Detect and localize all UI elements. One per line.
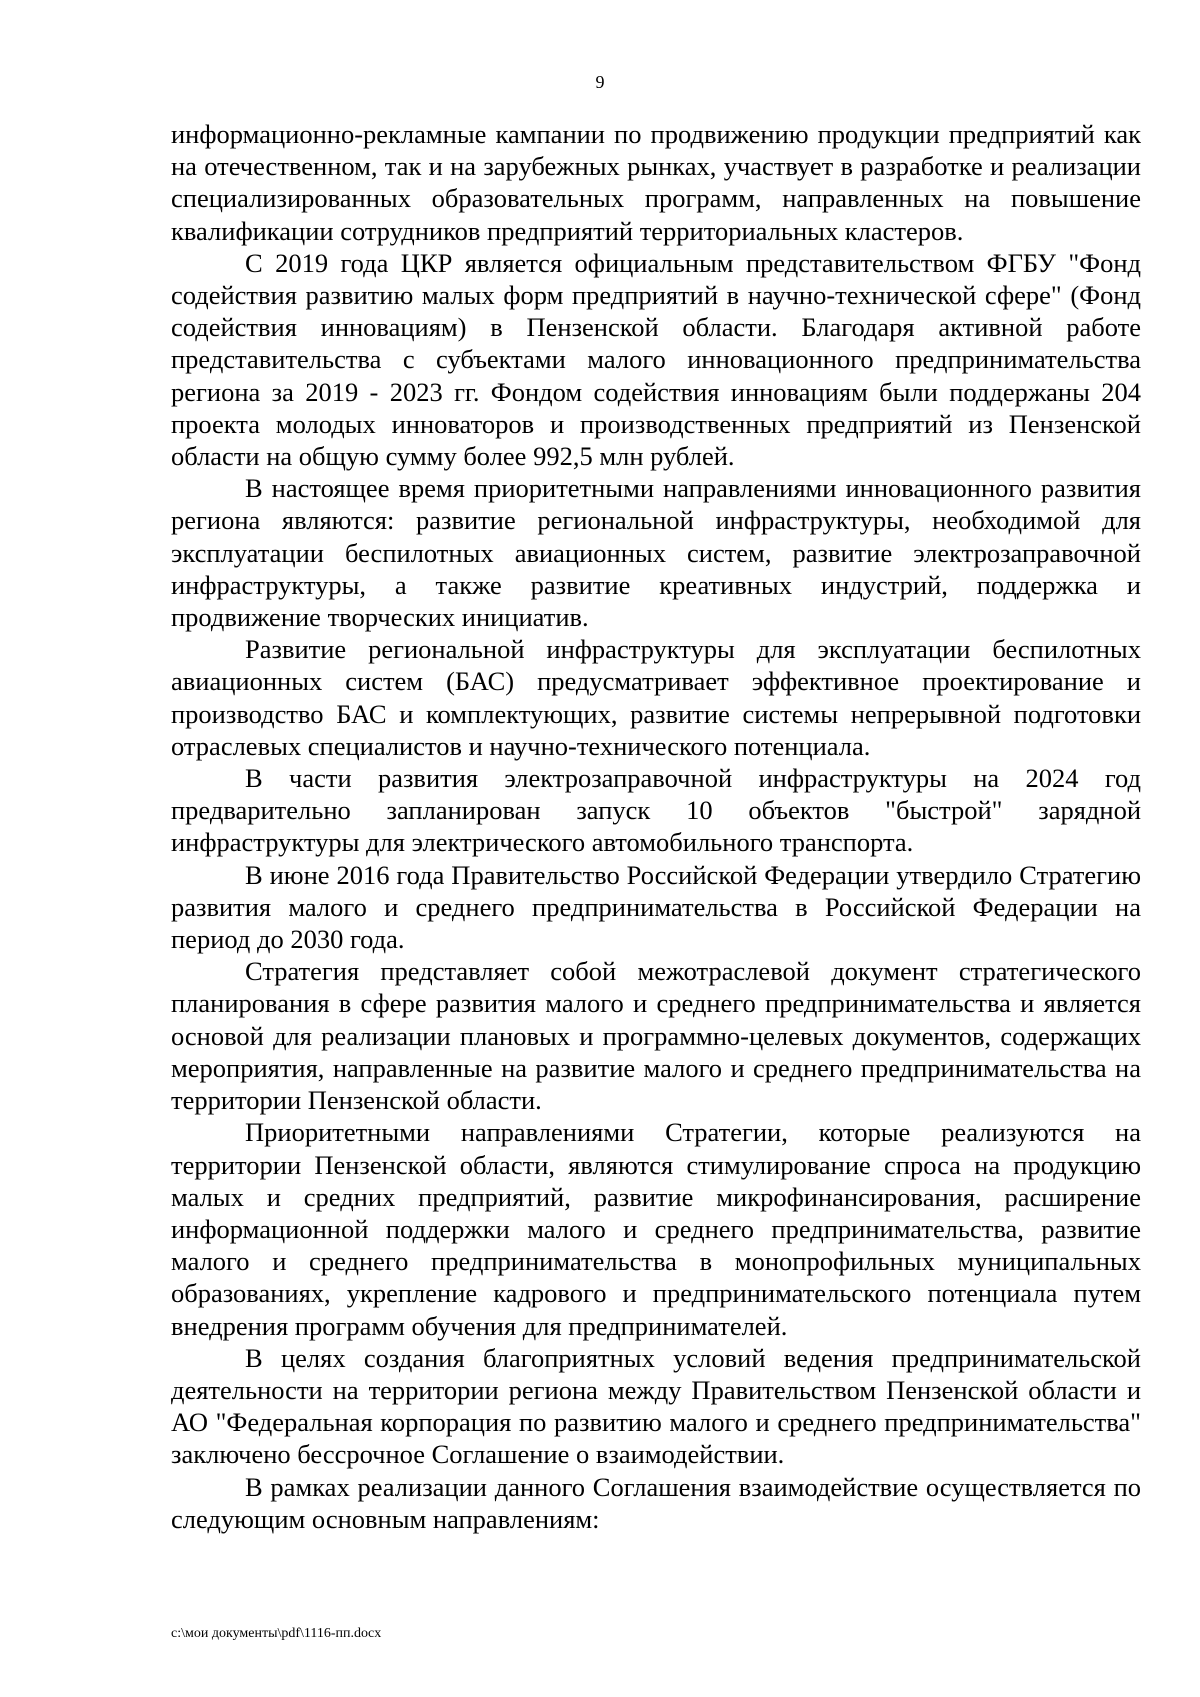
document-body — [171, 118, 1141, 1535]
paragraph-agreement-directions: В рамках реализации данного Соглашения взаимодействие осуществляется по следующим основным направлениям: — [171, 1471, 1141, 1534]
paragraph-ev-charging: В части развития электрозаправочной инфраструктуры на 2024 год предварительно запланирован запуск 10 объектов "быстрой" зарядной инфраструктуры для электрического автомобильного транспорта. — [171, 763, 1141, 858]
page-number: 9 — [595, 72, 605, 92]
paragraph-strategy-description: Стратегия представляет собой межотраслевой документ стратегического планирования в сфере развития малого и среднего предпринимательства и является основой для реализации плановых и программно-целевых документов, содержащих мероприятия, направленные на развитие малого и среднего предпринимательства на территории Пензенской области. — [171, 956, 1141, 1116]
paragraph-innovation-priorities: В настоящее время приоритетными направлениями инновационного развития региона являются: развитие региональной инфраструктуры, необходимой для эксплуатации беспилотных авиационных систем, развитие электрозаправочной инфраструктуры, а также развитие креативных индустрий, поддержка и продвижение творческих инициатив. — [171, 473, 1141, 633]
footer-file-path: c:\мои документы\pdf\1116-пп.docx — [171, 1626, 382, 1641]
paragraph-continuation: информационно-рекламные кампании по продвижению продукции предприятий как на отечественном, так и на зарубежных рынках, участвует в разработке и реализации специализированных образовательных программ, направленных на повышение квалификации сотрудников предприятий территориальных кластеров. — [171, 119, 1141, 246]
paragraph-fund-representation: С 2019 года ЦКР является официальным представительством ФГБУ "Фонд содействия развитию малых форм предприятий в научно-технической сфере" (Фонд содействия инновациям) в Пензенской области. Благодаря активной работе представительства с субъектами малого инновационного предпринимательства региона за 2019 - 2023 гг. Фондом содействия инновациям были поддержаны 204 проекта молодых инноваторов и производственных предприятий из Пензенской области на общую сумму более 992,5 млн рублей. — [171, 247, 1141, 472]
paragraph-uav-infrastructure: Развитие региональной инфраструктуры для эксплуатации беспилотных авиационных систем (БАС) предусматривает эффективное проектирование и производство БАС и комплектующих, развитие системы непрерывной подготовки отраслевых специалистов и научно-технического потенциала. — [171, 634, 1141, 761]
paragraph-strategy-approval: В июне 2016 года Правительство Российской Федерации утвердило Стратегию развития малого и среднего предпринимательства в Российской Федерации на период до 2030 года. — [171, 859, 1141, 955]
paragraph-strategy-priorities: Приоритетными направлениями Стратегии, которые реализуются на территории Пензенской области, являются стимулирование спроса на продукцию малых и средних предприятий, развитие микрофинансирования, расширение информационной поддержки малого и среднего предпринимательства, развитие малого и среднего предпринимательства в монопрофильных муниципальных образованиях, укрепление кадрового и предпринимательского потенциала путем внедрения программ обучения для предпринимателей. — [171, 1117, 1141, 1341]
paragraph-agreement: В целях создания благоприятных условий ведения предпринимательской деятельности на территории региона между Правительством Пензенской области и АО "Федеральная корпорация по развитию малого и среднего предпринимательства" заключено бессрочное Соглашение о взаимодействии. — [171, 1342, 1141, 1470]
